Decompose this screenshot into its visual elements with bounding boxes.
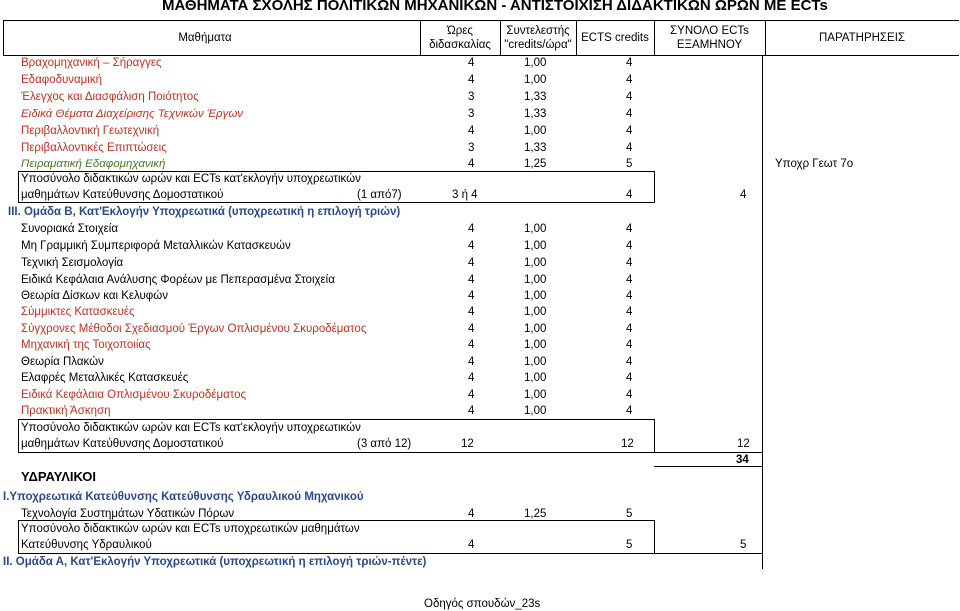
hydraulic-course-name: Τεχνολογία Συστημάτων Υδατικών Πόρων xyxy=(21,508,235,520)
group2-row-5-ects: 4 xyxy=(626,290,633,302)
group1-row-2-hours: 4 xyxy=(468,74,475,86)
group1-row-1-ects: 4 xyxy=(626,57,633,69)
group1-row-3-name: Έλεγχος και Διασφάλιση Ποιότητος xyxy=(21,91,199,103)
group2-row-9-hours: 4 xyxy=(468,356,475,368)
header-hours-line1: Ώρες xyxy=(447,25,473,37)
group2-row-8-hours: 4 xyxy=(468,339,475,351)
group1-row-6-coef: 1,33 xyxy=(524,142,547,154)
group2-row-7-name: Σύγχρονες Μέθοδοι Σχεδιασμού Έργων Οπλισμένου Σκυροδέματος xyxy=(21,323,367,335)
group2-row-2-name: Μη Γραμμική Συμπεριφορά Μεταλλικών Κατασκευών xyxy=(21,240,291,252)
group2-row-6-hours: 4 xyxy=(468,306,475,318)
group2-row-1-hours: 4 xyxy=(468,223,475,235)
group2-row-1-ects: 4 xyxy=(626,223,633,235)
group2-row-2-ects: 4 xyxy=(626,240,633,252)
group1-row-7-ects: 5 xyxy=(626,158,633,170)
group1-row-3-hours: 3 xyxy=(468,91,475,103)
group2-row-10-name: Ελαφρές Μεταλλικές Κατασκευές xyxy=(21,372,189,384)
group1-row-6-hours: 3 xyxy=(468,142,475,154)
subtotal1-total: 4 xyxy=(740,189,747,201)
group1-row-7-name: Πειραματική Εδαφομηχανική xyxy=(21,158,166,170)
subtotal1-ects: 4 xyxy=(626,189,633,201)
hydraulic-course-hours: 4 xyxy=(468,508,475,520)
group2-row-8-coef: 1,00 xyxy=(524,339,547,351)
group2-row-4-name: Ειδικά Κεφάλαια Ανάλυσης Φορέων με Πεπερασμένα Στοιχεία xyxy=(21,274,335,286)
group1-row-4-ects: 4 xyxy=(626,108,633,120)
subtotal2-total: 12 xyxy=(737,438,750,450)
group1-row-1-name: Βραχομηχανική – Σήραγγες xyxy=(21,57,162,69)
group1-row-7-coef: 1,25 xyxy=(524,158,547,170)
subtotal1-line1: Υποσύνολο διδακτικών ωρών και ECTs κατ'εκλογήν υποχρεωτικών xyxy=(21,173,361,185)
group2-row-12-ects: 4 xyxy=(626,405,633,417)
page-footer: Οδηγός σπουδών_23s xyxy=(424,598,541,610)
group2-row-11-ects: 4 xyxy=(626,389,633,401)
group2-row-7-hours: 4 xyxy=(468,323,475,335)
page-title: ΜΑΘΗΜΑΤΑ ΣΧΟΛΗΣ ΠΟΛΙΤΙΚΩΝ ΜΗΧΑΝΙΚΩΝ - ΑΝΤΙΣΤΟΙΧΙΣΗ ΔΙΔΑΚΤΙΚΩΝ ΩΡΩΝ ΜΕ ECTs xyxy=(162,0,828,14)
hydraulic-group-a-heading: ΙΙ. Ομάδα Α, Κατ'Εκλογήν Υποχρεωτικά (υποχρεωτική η επιλογή τριών-πέντε) xyxy=(3,556,427,568)
header-coef-line1: Συντελεστής xyxy=(506,25,570,37)
section-heading-group-b: ΙΙΙ. Ομάδα Β, Κατ'Εκλογήν Υποχρεωτικά (υποχρεωτική η επιλογή τριών) xyxy=(8,206,401,218)
group2-row-5-hours: 4 xyxy=(468,290,475,302)
group2-row-1-coef: 1,00 xyxy=(524,223,547,235)
group1-row-5-coef: 1,00 xyxy=(524,125,547,137)
group2-row-9-coef: 1,00 xyxy=(524,356,547,368)
group2-row-5-coef: 1,00 xyxy=(524,290,547,302)
subtotal2-line2: μαθημάτων Κατεύθυνσης Δομοστατικού xyxy=(21,438,224,450)
group2-row-9-name: Θεωρία Πλακών xyxy=(21,356,104,368)
group2-row-12-name: Πρακτική Άσκηση xyxy=(21,405,111,417)
subtotal3-hours: 4 xyxy=(468,539,475,551)
group2-row-4-ects: 4 xyxy=(626,274,633,286)
group2-row-6-ects: 4 xyxy=(626,306,633,318)
group2-row-6-coef: 1,00 xyxy=(524,306,547,318)
group1-row-7-note: Υποχρ Γεωτ 7ο xyxy=(775,158,854,170)
subtotal3-ects: 5 xyxy=(626,539,633,551)
subtotal3-line2: Κατεύθυνσης Υδραυλικού xyxy=(21,539,152,551)
group1-row-4-name: Ειδικά Θέματα Διαχείρισης Τεχνικών Έργων xyxy=(21,108,244,120)
group1-row-1-hours: 4 xyxy=(468,57,475,69)
header-total-line1: ΣΥΝΟΛΟ ECTs xyxy=(670,25,749,37)
subtotal2-choice: (3 από 12) xyxy=(357,438,412,450)
group2-row-3-hours: 4 xyxy=(468,257,475,269)
group2-row-11-name: Ειδικά Κεφάλαια Οπλισμένου Σκυροδέματος xyxy=(21,389,247,401)
group1-row-5-name: Περιβαλλοντική Γεωτεχνική xyxy=(21,125,160,137)
group1-row-2-name: Εδαφοδυναμική xyxy=(21,74,102,86)
hydraulic-section-heading: Ι.Υποχρεωτικά Κατεύθυνσης Κατεύθυνσης Υδραυλικού Μηχανικού xyxy=(3,491,364,503)
group1-row-3-coef: 1,33 xyxy=(524,91,547,103)
group2-row-8-ects: 4 xyxy=(626,339,633,351)
group2-row-12-coef: 1,00 xyxy=(524,405,547,417)
subtotal2-ects: 12 xyxy=(621,438,634,450)
group1-row-6-name: Περιβαλλοντικές Επιπτώσεις xyxy=(21,142,167,154)
group2-row-8-name: Μηχανική της Τοιχοποιίας xyxy=(21,339,151,351)
header-total xyxy=(654,24,765,52)
group2-row-10-hours: 4 xyxy=(468,372,475,384)
group1-row-6-ects: 4 xyxy=(626,142,633,154)
header-total-line2: ΕΞΑΜΗΝΟΥ xyxy=(676,39,743,51)
group2-row-4-hours: 4 xyxy=(468,274,475,286)
group1-row-2-ects: 4 xyxy=(626,74,633,86)
subtotal1-choice: (1 από7) xyxy=(357,189,402,201)
group2-row-4-coef: 1,00 xyxy=(524,274,547,286)
group2-row-1-name: Συνοριακά Στοιχεία xyxy=(21,223,118,235)
group2-row-3-coef: 1,00 xyxy=(524,257,547,269)
group2-row-12-hours: 4 xyxy=(468,405,475,417)
hydraulic-course-coef: 1,25 xyxy=(524,508,547,520)
group2-row-3-name: Τεχνική Σεισμολογία xyxy=(21,257,124,269)
group1-row-1-coef: 1,00 xyxy=(524,57,547,69)
group1-row-4-coef: 1,33 xyxy=(524,108,547,120)
group2-row-11-hours: 4 xyxy=(468,389,475,401)
header-hours-line2: διδασκαλίας xyxy=(429,39,491,51)
header-coef xyxy=(500,24,576,52)
subtotal3-line1: Υποσύνολο διδακτικών ωρών και ECTs υποχρεωτικών μαθημάτων xyxy=(21,523,360,535)
group1-row-2-coef: 1,00 xyxy=(524,74,547,86)
subtotal2-hours: 12 xyxy=(461,438,474,450)
group2-row-2-coef: 1,00 xyxy=(524,240,547,252)
hydraulic-title: ΥΔΡΑΥΛΙΚΟΙ xyxy=(21,469,97,484)
group1-row-5-hours: 4 xyxy=(468,125,475,137)
subtotal1-line2: μαθημάτων Κατεύθυνσης Δομοστατικού xyxy=(21,189,224,201)
header-course: Μαθήματα xyxy=(178,32,232,44)
group2-row-10-ects: 4 xyxy=(626,372,633,384)
group2-row-3-ects: 4 xyxy=(626,257,633,269)
group2-row-11-coef: 1,00 xyxy=(524,389,547,401)
subtotal3-total: 5 xyxy=(740,539,747,551)
subtotal1-hours: 3 ή 4 xyxy=(452,189,478,201)
header-ects: ECTS credits xyxy=(581,32,649,44)
group2-row-9-ects: 4 xyxy=(626,356,633,368)
group2-row-2-hours: 4 xyxy=(468,240,475,252)
group2-row-6-name: Σύμμικτες Κατασκευές xyxy=(21,306,135,318)
subtotal2-line1: Υποσύνολο διδακτικών ωρών και ECTs κατ'εκλογήν υποχρεωτικών xyxy=(21,422,361,434)
header-notes: ΠΑΡΑΤΗΡΗΣΕΙΣ xyxy=(819,32,905,44)
group2-row-10-coef: 1,00 xyxy=(524,372,547,384)
header-coef-line2: "credits/ώρα" xyxy=(504,39,572,51)
group2-row-7-coef: 1,00 xyxy=(524,323,547,335)
group2-row-5-name: Θεωρία Δίσκων και Κελυφών xyxy=(21,290,168,302)
hydraulic-course-ects: 5 xyxy=(626,508,633,520)
group1-row-5-ects: 4 xyxy=(626,125,633,137)
group1-row-7-hours: 4 xyxy=(468,158,475,170)
group2-row-7-ects: 4 xyxy=(626,323,633,335)
header-hours xyxy=(420,24,500,52)
grand-total: 34 xyxy=(736,454,749,466)
group1-row-4-hours: 3 xyxy=(468,108,475,120)
group1-row-3-ects: 4 xyxy=(626,91,633,103)
